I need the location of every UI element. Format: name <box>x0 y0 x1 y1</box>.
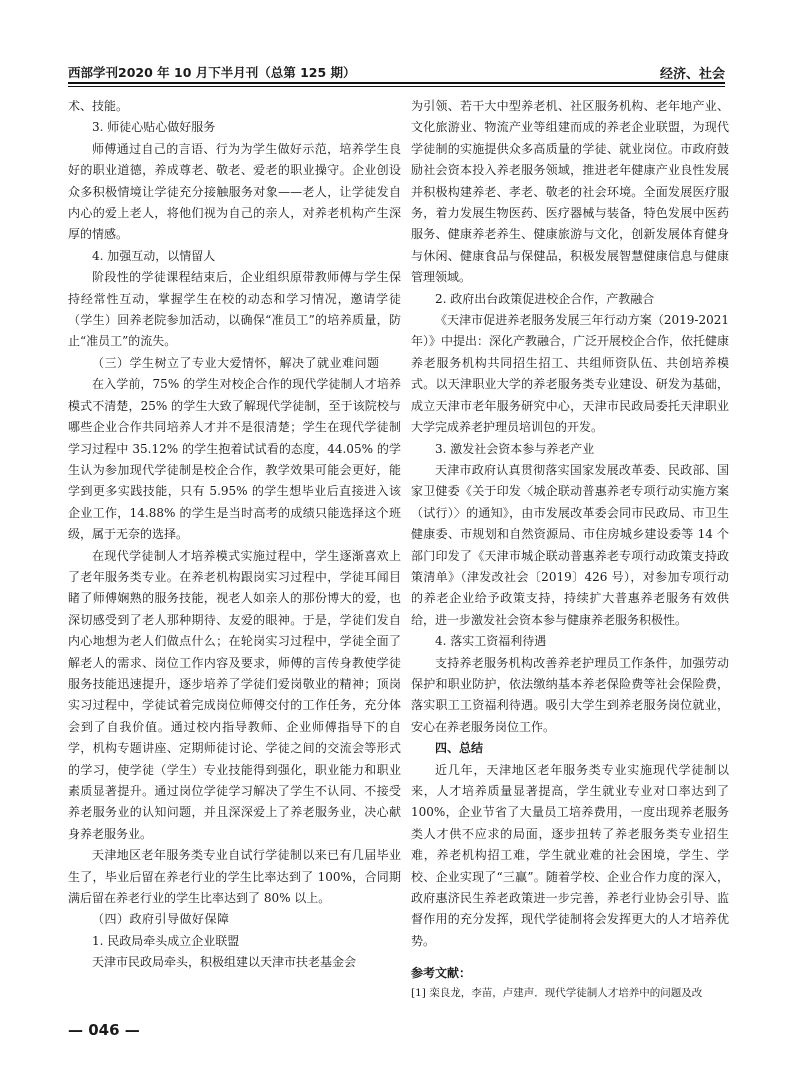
paragraph: 为引领、若干大中型养老机、社区服务机构、老年地产业、文化旅游业、物流产业等组建而成的养老企业联盟，为现代学徒制的实施提供众多高质量的学徒、就业岗位。市政府鼓励社会资本投入养老服务领域，推进老年健康产业良性发展并积极构建养老、孝老、敬老的社会环境。全面发展医疗服务，着力发展生物医药、医疗器械与装备，特色发展中医药服务、健康养老养生、健康旅游与文化，创新发展体育健身与休闲、健康食品与保健品，积极发展智慧健康信息与健康管理领域。 <box>411 99 729 285</box>
subsection-heading: 3. 激发社会资本参与养老产业 <box>435 441 595 456</box>
section-heading: （三）学生树立了专业大爱情怀，解决了就业难问题 <box>92 355 380 370</box>
subsection-heading: 1. 民政局牵头成立企业联盟 <box>92 933 240 948</box>
running-header <box>68 60 725 86</box>
references-heading: 参考文献： <box>411 966 472 981</box>
header-rule-thin <box>68 86 725 87</box>
journal-title: 西部学刊2020 年 10 月下半月刊（总第 125 期） <box>68 65 356 80</box>
paragraph: 天津市政府认真贯彻落实国家发展改革委、民政部、国家卫健委《关于印发〈城企联动普惠养老专项行动实施方案（试行）〉的通知》，由市发展改革委会同市民政局、市卫生健康委、市规划和自然资源局、市住房城乡建设委等 14 个部门印发了《天津市城企联动普惠养老专项行动政策支持政策清单》（津发改社会〔2019〕426 号），对参加专项行动的养老企业给予政策支持，持续扩大普惠养老服务有效供给，进一步激发社会资本参与健康养老服务积极性。 <box>411 462 729 627</box>
paragraph: 《天津市促进养老服务发展三年行动方案（2019-2021 年）》中提出：深化产教融合，广泛开展校企合作，依托健康养老服务机构共同招生招工、共组师资队伍、共创培养模式。以天津职业大学的养老服务类专业建设、研发为基础，成立天津市老年服务研究中心，天津市民政局委托天津职业大学完成养老护理员培训包的开发。 <box>411 313 730 435</box>
header-rule <box>68 82 725 84</box>
page-number: — 046 — <box>68 1021 140 1039</box>
subsection-heading: 3. 师徒心贴心做好服务 <box>92 120 216 135</box>
section-heading: （四）政府引导做好保障 <box>92 912 230 927</box>
paragraph: 天津地区老年服务类专业自试行学徒制以来已有几届毕业生了，毕业后留在养老行业的学生比率达到了 100%，合同期满后留在养老行业的学生比率达到了 80% 以上。 <box>68 848 401 906</box>
subsection-heading: 4. 加强互动，以情留人 <box>92 248 216 263</box>
subsection-heading: 2. 政府出台政策促进校企合作，产教融合 <box>435 291 655 306</box>
paragraph: 阶段性的学徒课程结束后，企业组织原带教师傅与学生保持经常性互动，掌握学生在校的动态和学习情况，邀请学徒（学生）回养老院参加活动，以确保“准员工”的培养质量，防止“准员工”的流失。 <box>68 270 401 349</box>
paragraph: 支持养老服务机构改善养老护理员工作条件，加强劳动保护和职业防护，依法缴纳基本养老保险费等社会保险费，落实职工工资福利待遇。吸引大学生到养老服务岗位就业，安心在养老服务岗位工作。 <box>411 655 729 734</box>
paragraph: 在入学前，75% 的学生对校企合作的现代学徒制人才培养模式不清楚，25% 的学生大致了解现代学徒制，至于该院校与哪些企业合作共同培养人才并不是很清楚；学生在现代学徒制学习过程中 35.12% 的学生抱着试试看的态度，44.05% 的学生认为参加现代学徒制是校企合作，教学效果可能会更好，能学到更多实践技能，只有 5.95% 的学生想毕业后直接进入该企业工作，14.88% 的学生是当时高考的成绩只能选择这个班级，属于无奈的选择。 <box>68 377 401 542</box>
paragraph: 天津市民政局牵头，积极组建以天津市扶老基金会 <box>92 955 357 970</box>
right-column <box>411 96 729 1002</box>
left-column <box>68 96 401 974</box>
reference-item: [1] 栾良龙，李苗，卢建声．现代学徒制人才培养中的问题及改 <box>411 986 703 999</box>
paragraph: 师傅通过自己的言语、行为为学生做好示范，培养学生良好的职业道德，养成尊老、敬老、爱老的职业操守。企业创设众多积极情境让学徒充分接触服务对象——老人，让学徒发自内心的爱上老人，将他们视为自己的亲人，对养老机构产生深厚的情感。 <box>68 141 401 242</box>
subsection-heading: 4. 落实工资福利待遇 <box>435 634 547 649</box>
section-label: 经济、社会 <box>659 67 725 82</box>
paragraph: 近几年，天津地区老年服务类专业实施现代学徒制以来，人才培养质量显著提高，学生就业专业对口率达到了 100%，企业节省了大量员工培养费用，一度出现养老服务类人才供不应求的局面，逐步扭转了养老服务类专业招生难，养老机构招工难，学生就业难的社会困境，学生、学校、企业实现了“三赢”。随着学校、企业合作力度的深入，政府惠济民生养老政策进一步完善，养老行业协会引导、监督作用的充分发挥，现代学徒制将会发挥更大的人才培养优势。 <box>411 762 729 948</box>
section-heading: 四、总结 <box>435 741 484 756</box>
paragraph: 在现代学徒制人才培养模式实施过程中，学生逐渐喜欢上了老年服务类专业。在养老机构跟岗实习过程中，学徒耳闻目睹了师傅娴熟的服务技能，视老人如亲人的那份博大的爱，也深切感受到了老人那种期待、友爱的眼神。于是，学徒们发自内心地想为老人们做点什么；在轮岗实习过程中，学徒全面了解老人的需求、岗位工作内容及要求，师傅的言传身教使学徒服务技能迅速提升，逐步培养了学徒们爱岗敬业的精神；顶岗实习过程中，学徒试着完成岗位师傅交付的工作任务，充分体会到了自我价值。通过校内指导教师、企业师傅指导下的自学，机构专题讲座、定期师徒讨论、学徒之间的交流会等形式的学习，使学徒（学生）专业技能得到强化，职业能力和职业素质显著提升。通过岗位学徒学习解决了学生不认同、不接受养老服务业的认知问题，并且深深爱上了养老服务业，决心献身养老服务业。 <box>68 548 401 841</box>
paragraph: 术、技能。 <box>68 99 129 113</box>
